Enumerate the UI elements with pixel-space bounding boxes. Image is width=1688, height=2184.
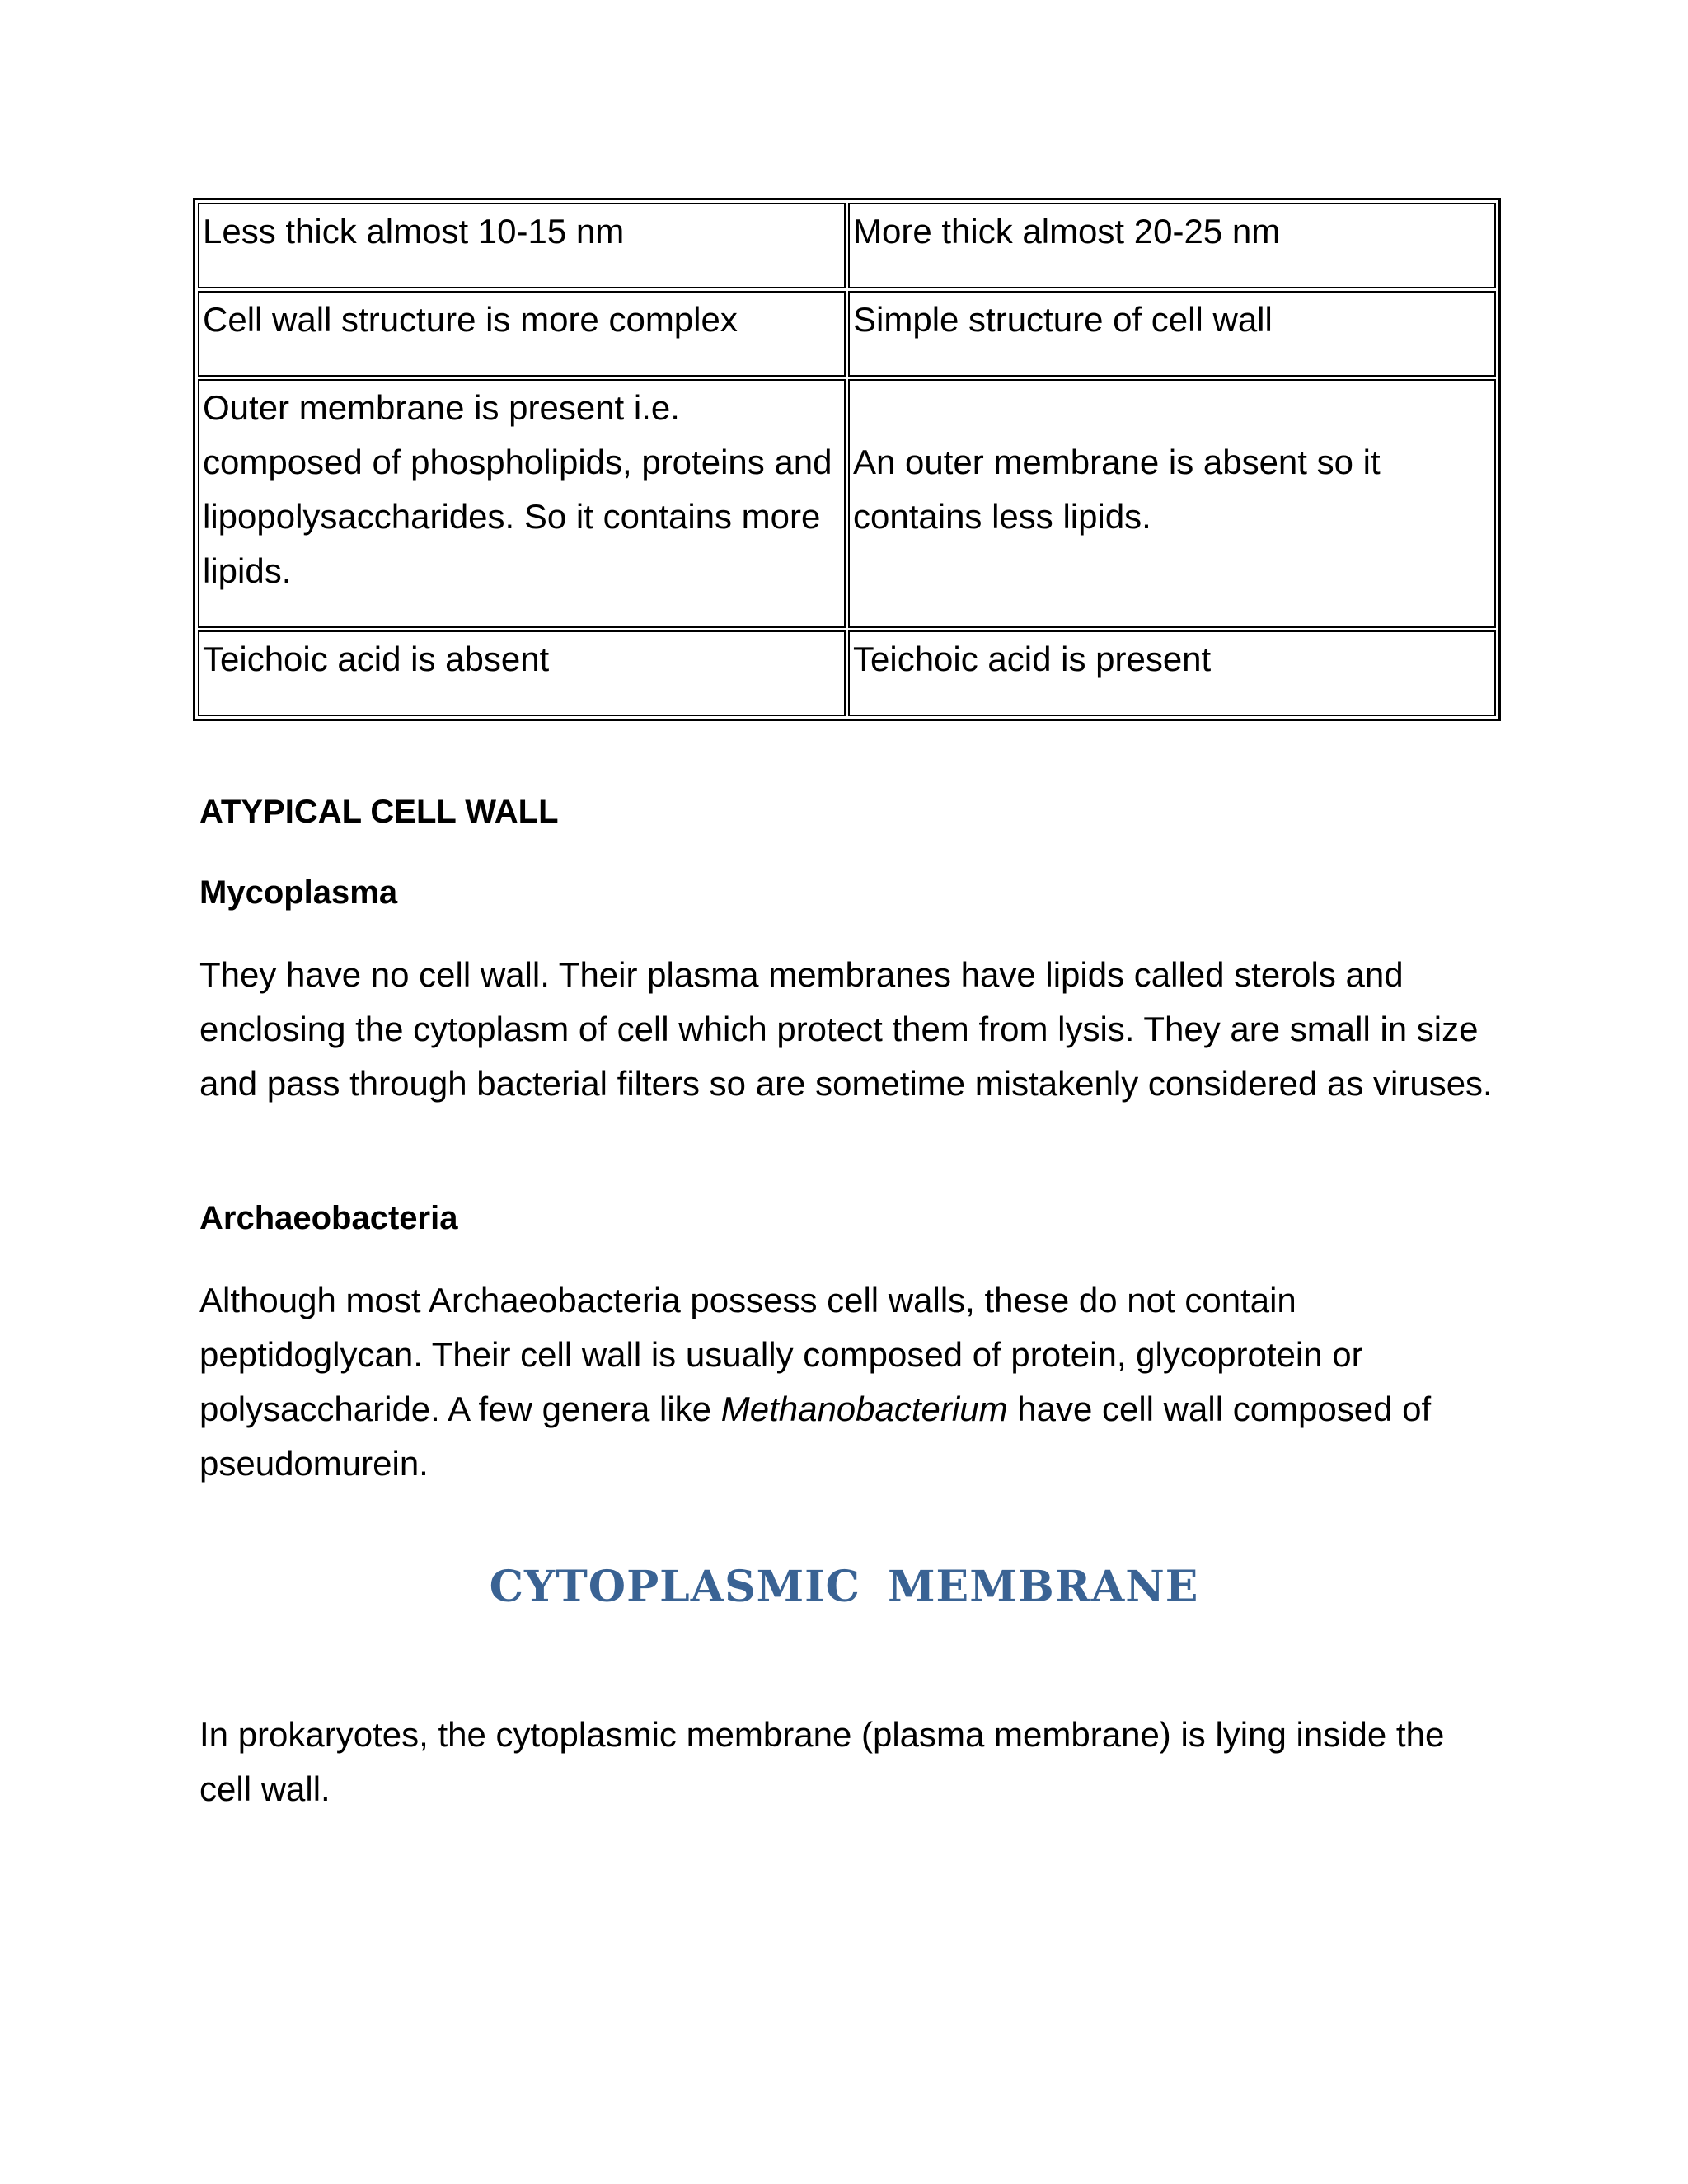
table-cell-left: Less thick almost 10-15 nm [198,203,846,288]
table-row [198,630,1496,716]
table-cell-left: Teichoic acid is absent [198,630,846,716]
section-title: CYTOPLASMIC MEMBRANE [489,1562,1199,1612]
table-row [198,379,1496,628]
table-row [198,203,1496,288]
table-row [198,291,1496,377]
archaeobacteria-text-start: Although most Archaeobacteria possess cell walls, these do not contain peptidoglycan. Their cell wall is usually composed of protein, glycoprotein or polysaccharide. A few genera like [199,1281,1363,1428]
table-cell-right: Simple structure of cell wall [848,291,1496,377]
genus-name: Methanobacterium [720,1390,1008,1428]
mycoplasma-heading: Mycoplasma [199,874,398,911]
table-cell-right: An outer membrane is absent so it contains less lipids. [848,379,1496,628]
archaeobacteria-paragraph [199,1273,1502,1491]
table-cell-left: Outer membrane is present i.e. composed of phospholipids, proteins and lipopolysaccharides. So it contains more lipids. [198,379,846,628]
cytoplasmic-paragraph: In prokaryotes, the cytoplasmic membrane (plasma membrane) is lying inside the cell wall. [199,1715,1445,1808]
comparison-table [193,198,1501,721]
atypical-heading: ATYPICAL CELL WALL [199,794,559,830]
table-cell-left: Cell wall structure is more complex [198,291,846,377]
table-cell-right: More thick almost 20-25 nm [848,203,1496,288]
mycoplasma-paragraph: They have no cell wall. Their plasma membranes have lipids called sterols and enclosing the cytoplasm of cell which protect them from lysis. They are small in size and pass through bacterial filters so are sometime mistakenly considered as viruses. [199,955,1493,1103]
archaeobacteria-text-end: have cell wall composed of pseudomurein. [199,1390,1432,1483]
archaeobacteria-heading: Archaeobacteria [199,1200,458,1236]
table-cell-right: Teichoic acid is present [848,630,1496,716]
